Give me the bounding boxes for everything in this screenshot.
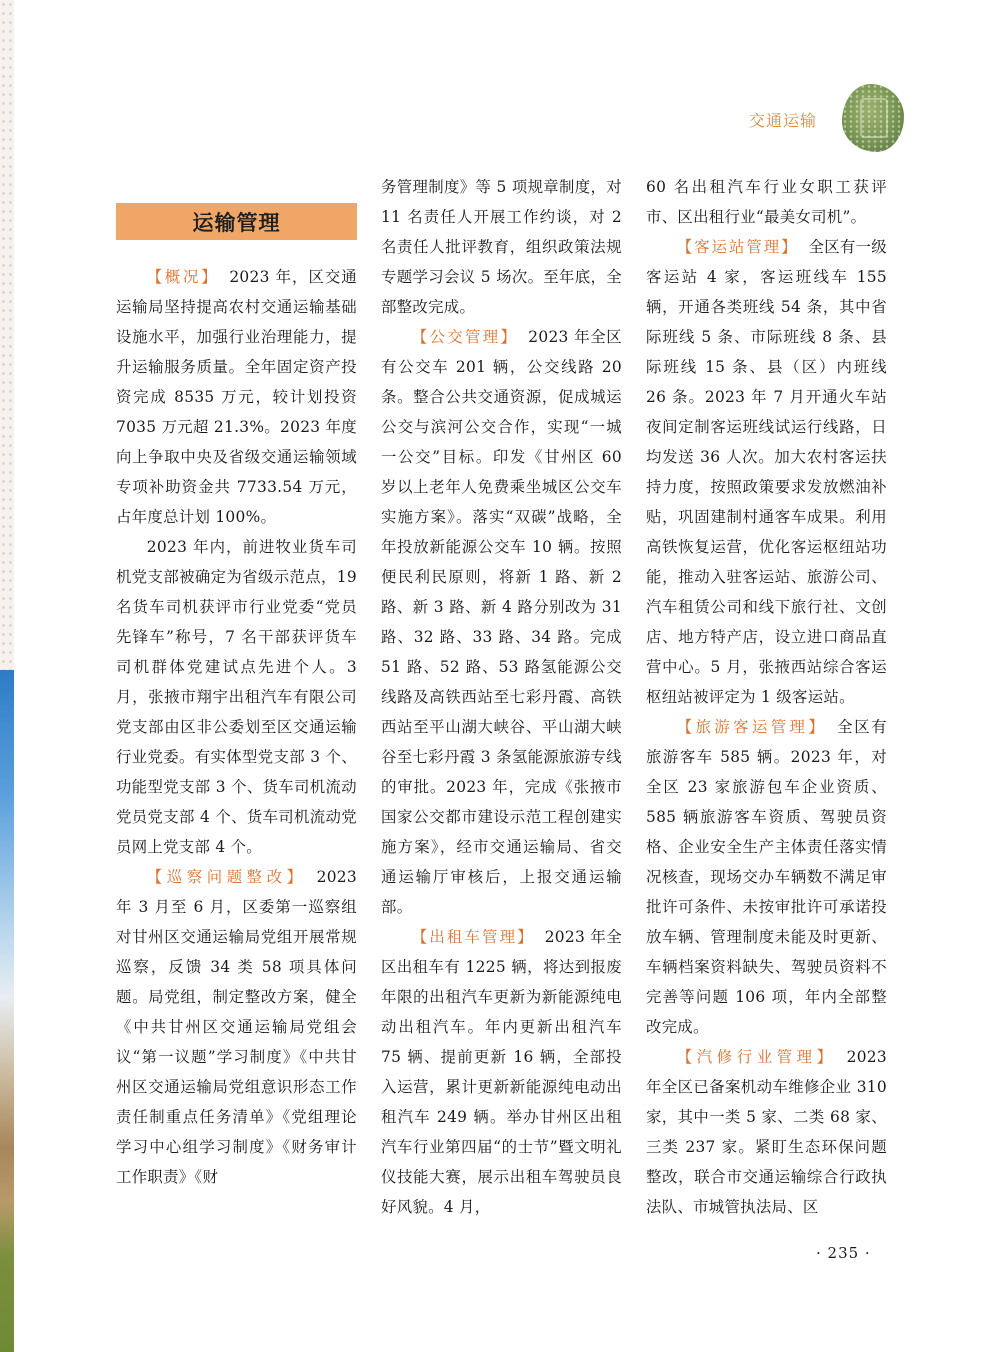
left-edge-landscape-photo [0, 670, 14, 1352]
section-tag-overview: 【概况】 [146, 268, 220, 286]
paragraph-text: 2023 年 3 月至 6 月，区委第一巡察组对甘州区交通运输局党组开展常规巡察，反馈 34 类 58 项具体问题。局党组，制定整改方案，健全《中共甘州区交通运输局党组会议“第一议题”学习制度》《中共甘州区交通运输局党组意识形态工作责任制重点任务清单》《党组理论学习中心组学习制度》《财务审计工作职责》《财 [116, 868, 357, 1186]
paragraph-station-management [646, 232, 887, 712]
paragraph-text: 全区有旅游客车 585 辆。2023 年，对全区 23 家旅游包车企业资质、585 辆旅游客车资质、驾驶员资格、企业安全生产主体责任落实情况核查，现场交办车辆数不满足审批许可条件、未按审批许可承诺投放车辆、管理制度未能及时更新、车辆档案资料缺失、驾驶员资料不完善等问题 106 项，年内全部整改完成。 [646, 718, 887, 1036]
section-tag-auto-repair: 【汽修行业管理】 [676, 1048, 837, 1066]
paragraph-text: 60 名出租汽车行业女职工获评市、区出租行业“最美女司机”。 [646, 178, 887, 226]
paragraph-taxi-management [381, 922, 622, 1222]
paragraph-tourism-transport [646, 712, 887, 1042]
paragraph-text: 全区有一级客运站 4 家，客运班线车 155 辆，开通各类班线 54 条，其中省际班线 5 条、市际班线 8 条、县际班线 15 条、县（区）内班线 26 条。2023 年 7 月开通火车站夜间定制客运班线试运行线路，日均发送 36 人次。加大农村客运扶持力度，按照政策要求发放燃油补贴，巩固建制村通客车成果。利用高铁恢复运营，优化客运枢纽站功能，推动入驻客运站、旅游公司、汽车租赁公司和线下旅行社、文创店、地方特产店，设立进口商品直营中心。5 月，张掖西站综合客运枢纽站被评定为 1 级客运站。 [646, 238, 888, 706]
article-heading-box [116, 203, 357, 240]
text-column-2 [381, 172, 622, 1222]
paragraph-overview [116, 262, 357, 532]
paragraph-text: 2023 年全区有公交车 201 辆，公交线路 20 条。整合公共交通资源，促成城运公交与滨河公交合作，实现“一城一公交”目标。印发《甘州区 60 岁以上老年人免费乘坐城区公交车实施方案》。落实“双碳”战略，全年投放新能源公交车 10 辆。按照便民利民原则，将新 1 路、新 2 路、新 3 路、新 4 路分别改为 31 路、32 路、33 路、34 路。完成 51 路、52 路、53 路氢能源公交线路及高铁西站至七彩丹霞、高铁西站至平山湖大峡谷、平山湖大峡谷至七彩丹霞 3 条氢能源旅游专线的审批。2023 年，完成《张掖市国家公交都市建设示范工程创建实施方案》，经市交通运输局、省交通运输厅审核后，上报交通运输部。 [381, 328, 622, 916]
section-tag-station: 【客运站管理】 [676, 238, 799, 256]
text-column-1 [116, 262, 357, 1192]
paragraph-bus-management [381, 322, 622, 922]
paragraph-text: 2023 年全区已备案机动车维修企业 310 家，其中一类 5 家、二类 68 家、三类 237 家。紧盯生态环保问题整改，联合市交通运输综合行政执法队、市城管执法局、区 [646, 1048, 887, 1216]
section-tag-bus: 【公交管理】 [411, 328, 519, 346]
paragraph-text: 2023 年，区交通运输局坚持提高农村交通运输基础设施水平，加强行业治理能力，提升运输服务质量。全年固定资产投资完成 8535 万元，较计划投资 7035 万元超 21.3%。2023 年度向上争取中央及省级交通运输领域专项补助资金共 7733.54 万元，占年度总计划 100%。 [116, 268, 357, 526]
paragraph-inspection-rectification [116, 862, 357, 1192]
section-tag-taxi: 【出租车管理】 [411, 928, 535, 946]
page-number: · 235 · [816, 1244, 871, 1262]
paragraph-continuation [646, 172, 887, 232]
paragraph-text: 2023 年内，前进牧业货车司机党支部被确定为省级示范点，19 名货车司机获评市行业党委“党员先锋车”称号，7 名干部获评货车司机群体党建试点先进个人。3 月，张掖市翔宇出租汽车有限公司党支部由区非公委划至区交通运输行业党委。有实体型党支部 3 个、功能型党支部 3 个、货车司机流动党员党支部 4 个、货车司机流动党员网上党支部 4 个。 [116, 538, 357, 856]
section-tag-tourism: 【旅游客运管理】 [676, 718, 828, 736]
paragraph-party-branch [116, 532, 357, 862]
paragraph-text: 务管理制度》等 5 项规章制度，对 11 名责任人开展工作约谈，对 2 名责任人批评教育，组织政策法规专题学习会议 5 场次。至年底，全部整改完成。 [381, 178, 622, 316]
section-label: 交通运输 [749, 111, 818, 130]
section-tag-inspection: 【巡察问题整改】 [146, 868, 307, 886]
paragraph-auto-repair [646, 1042, 887, 1222]
paragraph-continuation [381, 172, 622, 322]
text-column-3 [646, 172, 887, 1222]
article-heading: 运输管理 [192, 210, 281, 235]
green-seal-emblem-icon [842, 84, 904, 152]
paragraph-text: 2023 年全区出租车有 1225 辆，将达到报废年限的出租汽车更新为新能源纯电动出租汽车。年内更新出租汽车 75 辆、提前更新 16 辆，全部投入运营，累计更新新能源纯电动出租汽车 249 辆。举办甘州区出租汽车行业第四届“的士节”暨文明礼仪技能大赛，展示出租车驾驶员良好风貌。4 月， [381, 928, 622, 1216]
